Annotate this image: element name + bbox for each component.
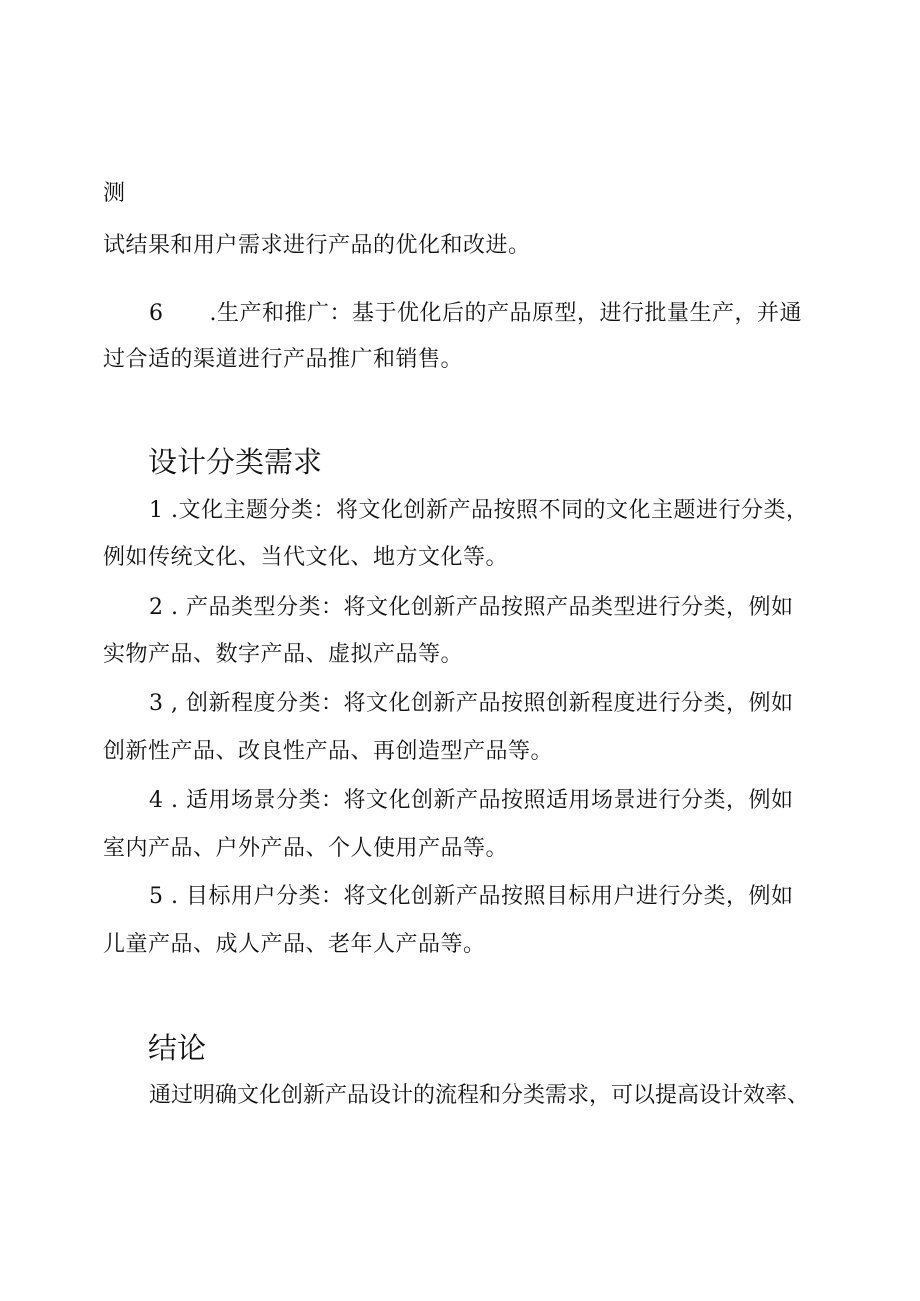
list-item-continuation: 室内产品、户外产品、个人使用产品等。 — [103, 836, 509, 861]
paragraph-line: 测 — [103, 181, 126, 206]
list-number: 6 — [149, 301, 164, 326]
section-heading-classification: 设计分类需求 — [148, 445, 323, 479]
paragraph-line: 试结果和用户需求进行产品的优化和改进。 — [103, 233, 531, 258]
list-item-continuation: 儿童产品、成人产品、老年人产品等。 — [103, 932, 486, 957]
section-heading-conclusion: 结论 — [148, 1031, 207, 1065]
list-item-step-6 — [149, 299, 802, 329]
list-item-continuation: 创新性产品、改良性产品、再创造型产品等。 — [103, 739, 554, 764]
list-item: 2 . 产品类型分类：将文化创新产品按照产品类型进行分类，例如 — [149, 595, 794, 620]
list-item: 4 . 适用场景分类：将文化创新产品按照适用场景进行分类，例如 — [149, 788, 794, 813]
list-item-continuation: 例如传统文化、当代文化、地方文化等。 — [103, 545, 509, 570]
list-item: 3 , 创新程度分类：将文化创新产品按照创新程度进行分类，例如 — [149, 691, 794, 716]
list-item-text: .生产和推广：基于优化后的产品原型，进行批量生产，并通 — [209, 301, 802, 326]
paragraph-line: 通过明确文化创新产品设计的流程和分类需求，可以提高设计效率、 — [149, 1083, 810, 1108]
list-item-continuation: 实物产品、数字产品、虚拟产品等。 — [103, 642, 464, 667]
paragraph-line: 过合适的渠道进行产品推广和销售。 — [103, 347, 464, 372]
list-item: 5 . 目标用户分类：将文化创新产品按照目标用户进行分类，例如 — [149, 884, 794, 909]
list-item: 1 .文化主题分类：将文化创新产品按照不同的文化主题进行分类， — [149, 498, 809, 523]
